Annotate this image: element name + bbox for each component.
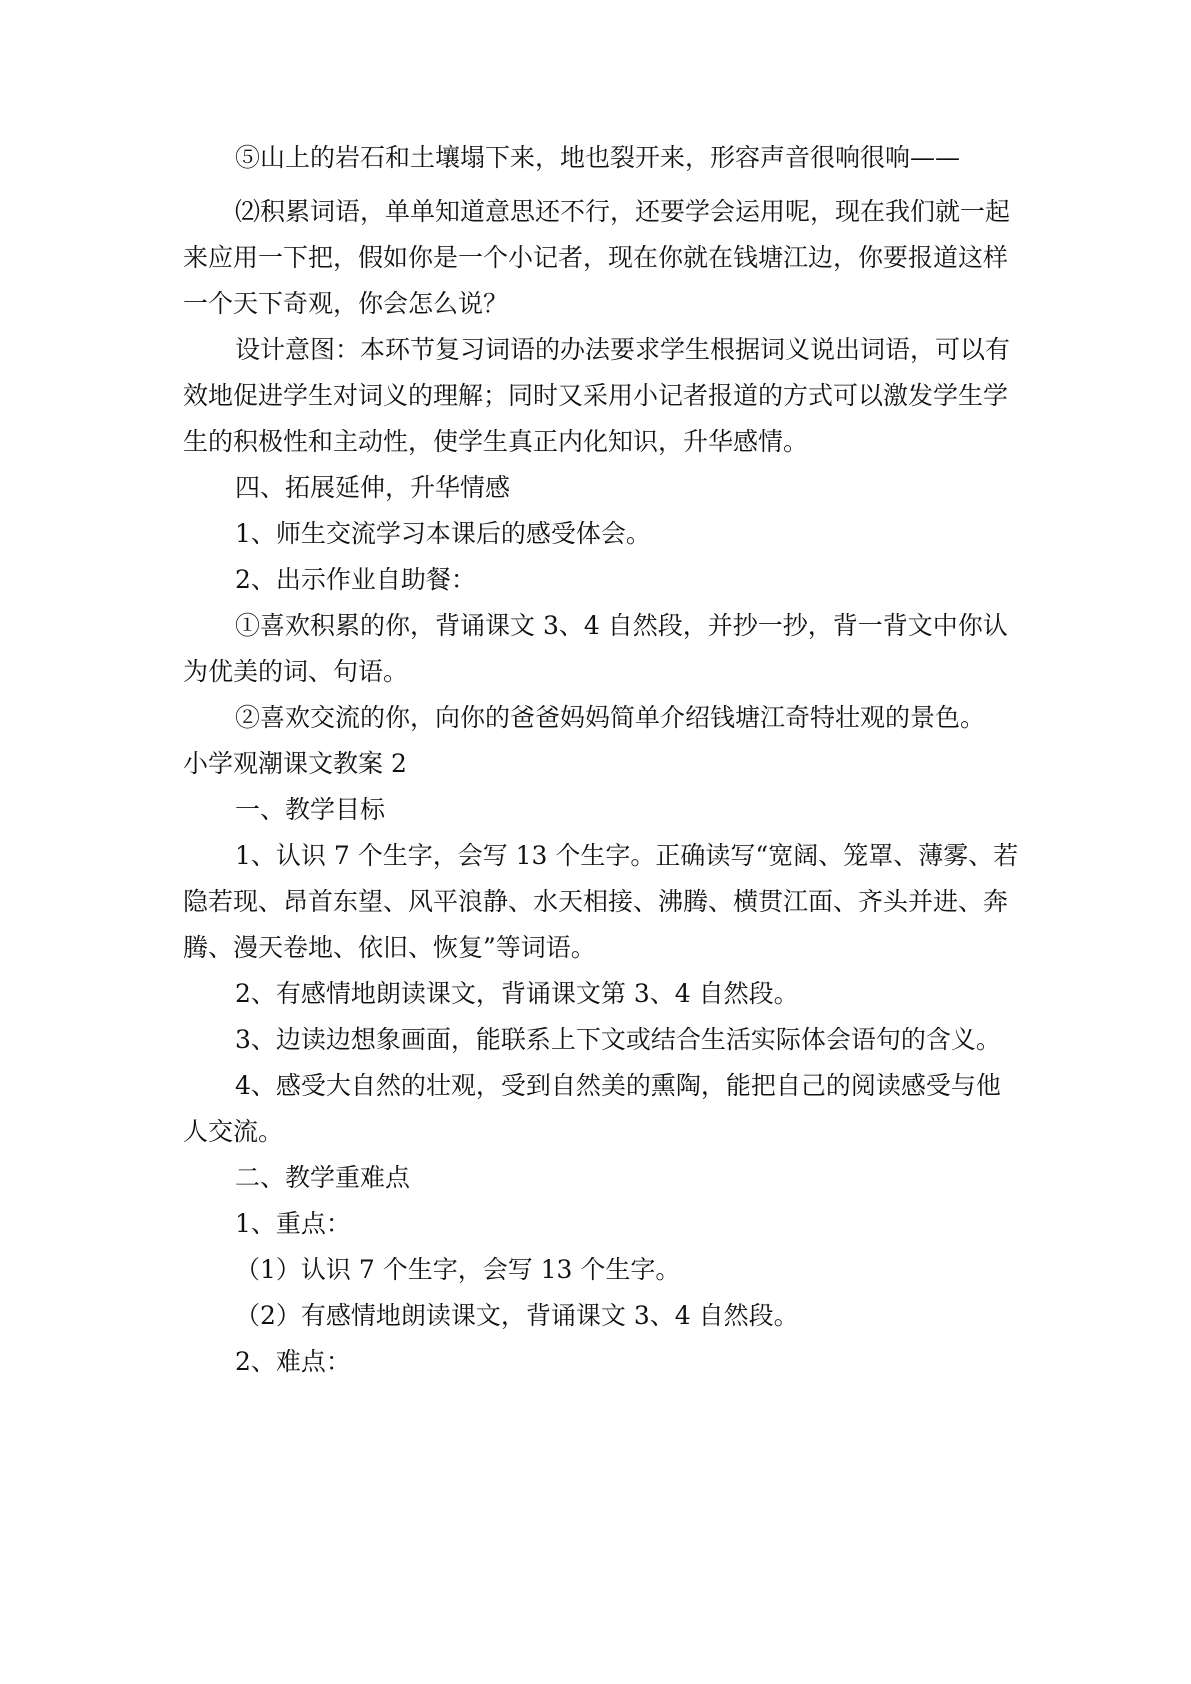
paragraph: ①喜欢积累的你，背诵课文 3、4 自然段，并抄一抄，背一背文中你认为优美的词、句语。 <box>183 611 1008 686</box>
document-body <box>183 135 1023 1385</box>
paragraph: 1、重点： <box>235 1209 351 1238</box>
document-title: 小学观潮课文教案 2 <box>183 749 407 778</box>
paragraph: 2、有感情地朗读课文，背诵课文第 3、4 自然段。 <box>235 979 799 1008</box>
paragraph: 2、难点： <box>235 1347 351 1376</box>
paragraph: （2）有感情地朗读课文，背诵课文 3、4 自然段。 <box>235 1301 799 1330</box>
section-heading: 二、教学重难点 <box>235 1163 411 1192</box>
section-heading: 一、教学目标 <box>235 795 386 824</box>
paragraph: 2、出示作业自助餐： <box>235 565 476 594</box>
paragraph: 1、师生交流学习本课后的感受体会。 <box>235 519 651 548</box>
paragraph: ⑤山上的岩石和土壤塌下来，地也裂开来，形容声音很响很响—— <box>235 143 961 172</box>
paragraph: ②喜欢交流的你，向你的爸爸妈妈简单介绍钱塘江奇特壮观的景色。 <box>235 703 986 732</box>
paragraph: 设计意图：本环节复习词语的办法要求学生根据词义说出词语，可以有效地促进学生对词义的理解；同时又采用小记者报道的方式可以激发学生学生的积极性和主动性，使学生真正内化知识，升华感情。 <box>183 335 1011 456</box>
paragraph: 3、边读边想象画面，能联系上下文或结合生活实际体会语句的含义。 <box>235 1025 1001 1054</box>
paragraph: 1、认识 7 个生字，会写 13 个生字。正确读写“宽阔、笼罩、薄雾、若隐若现、昂首东望、风平浪静、水天相接、沸腾、横贯江面、齐头并进、奔腾、漫天卷地、依旧、恢复”等词语。 <box>183 841 1019 962</box>
paragraph: ⑵积累词语，单单知道意思还不行，还要学会运用呢，现在我们就一起来应用一下把，假如你是一个小记者，现在你就在钱塘江边，你要报道这样一个天下奇观，你会怎么说？ <box>183 197 1011 318</box>
paragraph: （1）认识 7 个生字，会写 13 个生字。 <box>235 1255 681 1284</box>
paragraph: 4、感受大自然的壮观，受到自然美的熏陶，能把自己的阅读感受与他人交流。 <box>183 1071 1001 1146</box>
section-heading: 四、拓展延伸，升华情感 <box>235 473 511 502</box>
